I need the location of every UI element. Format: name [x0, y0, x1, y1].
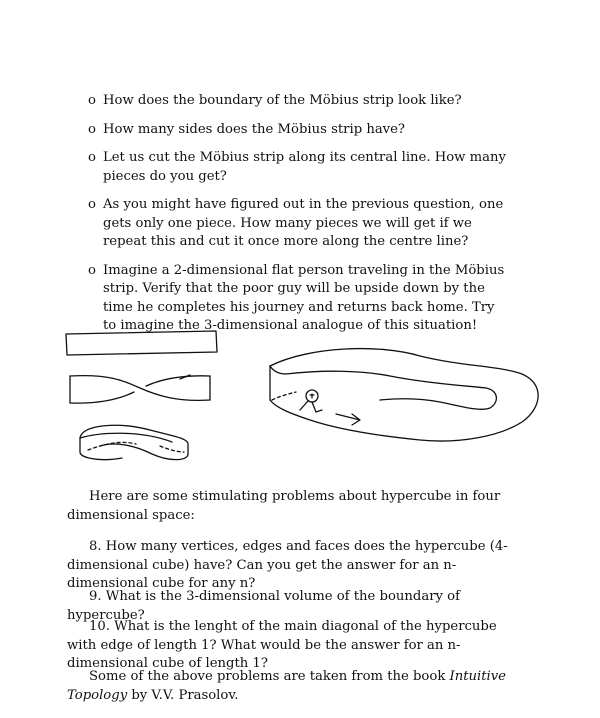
twisted-strip-drawing — [70, 375, 210, 403]
bullet-marker: o — [88, 262, 96, 278]
problem-10: 10. What is the lenght of the main diagonal of the hypercube with edge of length 1? What would be the answer for an n-dimensional cube of length 1? — [67, 619, 497, 671]
question-text: How many sides does the Möbius strip have? — [103, 121, 406, 137]
mobius-strip-figure — [60, 326, 550, 476]
book-title: Intuitive Topology — [67, 669, 506, 703]
closing-text-before: Some of the above problems are taken from the book — [89, 669, 450, 684]
mobius-loop-small-drawing — [80, 425, 188, 459]
list-item — [88, 121, 510, 140]
closing-text-after: by V.V. Prasolov. — [127, 687, 239, 703]
list-item — [88, 262, 510, 336]
closing-note — [67, 668, 513, 705]
question-text: As you might have figured out in the previous question, one gets only one piece. How many pieces we will get if we repeat this and cut it once more along the centre line? — [103, 197, 504, 249]
hypercube-intro: Here are some stimulating problems about hypercube in four dimensional space: — [67, 489, 501, 523]
bullet-marker: o — [88, 150, 96, 165]
list-item — [88, 149, 510, 186]
question-text: How does the boundary of the Möbius strip look like? — [103, 93, 462, 108]
bullet-marker: o — [88, 93, 96, 108]
problem-8: 8. How many vertices, edges and faces does the hypercube (4-dimensional cube) have? Can you get the answer for an n-dimensional cube for any n? — [67, 539, 508, 591]
flat-strip-drawing — [66, 331, 217, 355]
list-item — [88, 92, 510, 111]
bullet-marker: o — [88, 121, 96, 137]
question-text: Let us cut the Möbius strip along its central line. How many pieces do you get? — [103, 150, 506, 184]
bullet-marker: o — [88, 197, 96, 212]
problem-9: 9. What is the 3-dimensional volume of the boundary of hypercube? — [67, 589, 460, 623]
mobius-strip-large-drawing — [270, 349, 538, 441]
list-item — [88, 196, 510, 252]
question-list — [88, 92, 510, 346]
question-text: Imagine a 2-dimensional flat person traveling in the Möbius strip. Verify that the poor guy will be upside down by the time he completes his journey and returns back home. Try to imagine the 3-dimensional analogue of this situation! — [103, 262, 505, 333]
